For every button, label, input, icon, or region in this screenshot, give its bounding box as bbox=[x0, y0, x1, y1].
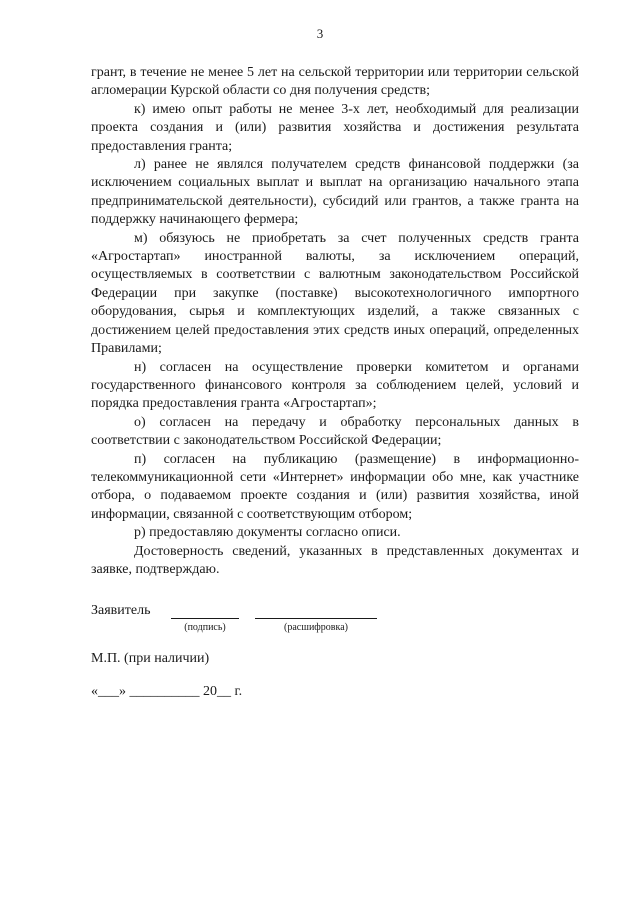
paragraph-p-publication: п) согласен на публикацию (размещение) в информационно-телекоммуникационной сети «Интернет» информации обо мне, как участнике отбора, о подаваемом проекте создания и (или) развития хозяйства, иной информации, связанной с соответствующим отбором; bbox=[91, 451, 579, 522]
name-line bbox=[255, 618, 377, 619]
paragraph-o-personal-data: о) согласен на передачу и обработку персональных данных в соответствии с законодательством Российской Федерации; bbox=[91, 414, 579, 449]
signature-line bbox=[171, 618, 239, 619]
signature-caption: (подпись) bbox=[184, 622, 226, 633]
paragraph-l-previous-support: л) ранее не являлся получателем средств финансовой поддержки (за исключением социальных выплат и выплат на организацию начального этапа предпринимательской деятельности), субсидий или грантов, а также гранта на поддержку начинающего фермера; bbox=[91, 157, 579, 228]
applicant-label: Заявитель bbox=[91, 603, 151, 618]
name-caption: (расшифровка) bbox=[284, 622, 348, 633]
paragraph-k-experience: к) имею опыт работы не менее 3-х лет, необходимый для реализации проекта создания и (или) развития хозяйства и достижения результата предоставления гранта; bbox=[91, 101, 579, 154]
stamp-note: М.П. (при наличии) bbox=[91, 651, 210, 666]
paragraph-grant-term: грант, в течение не менее 5 лет на сельской территории или территории сельской агломерации Курской области со дня получения средств; bbox=[91, 65, 579, 99]
signature-block bbox=[91, 603, 579, 643]
paragraph-n-inspection: н) согласен на осуществление проверки комитетом и органами государственного финансового контроля за соблюдением целей, условий и порядка предоставления гранта «Агростартап»; bbox=[91, 359, 579, 412]
page-number: 3 bbox=[316, 26, 324, 41]
date-line: «___» __________ 20__ г. bbox=[91, 684, 243, 699]
document-body bbox=[91, 64, 579, 579]
paragraph-r-documents: р) предоставляю документы согласно описи. bbox=[134, 525, 401, 541]
paragraph-confirmation: Достоверность сведений, указанных в представленных документах и заявке, подтверждаю. bbox=[91, 543, 579, 577]
paragraph-m-currency: м) обязуюсь не приобретать за счет полученных средств гранта «Агростартап» иностранной валюты, за исключением операций, осуществляемых в соответствии с валютным законодательством Российской Федерации при закупке (поставке) высокотехнологичного импортного оборудования, сырья и комплектующих изделий, а также связанных с достижением целей предоставления этих средств иных операций, определенных Правилами; bbox=[91, 230, 579, 357]
